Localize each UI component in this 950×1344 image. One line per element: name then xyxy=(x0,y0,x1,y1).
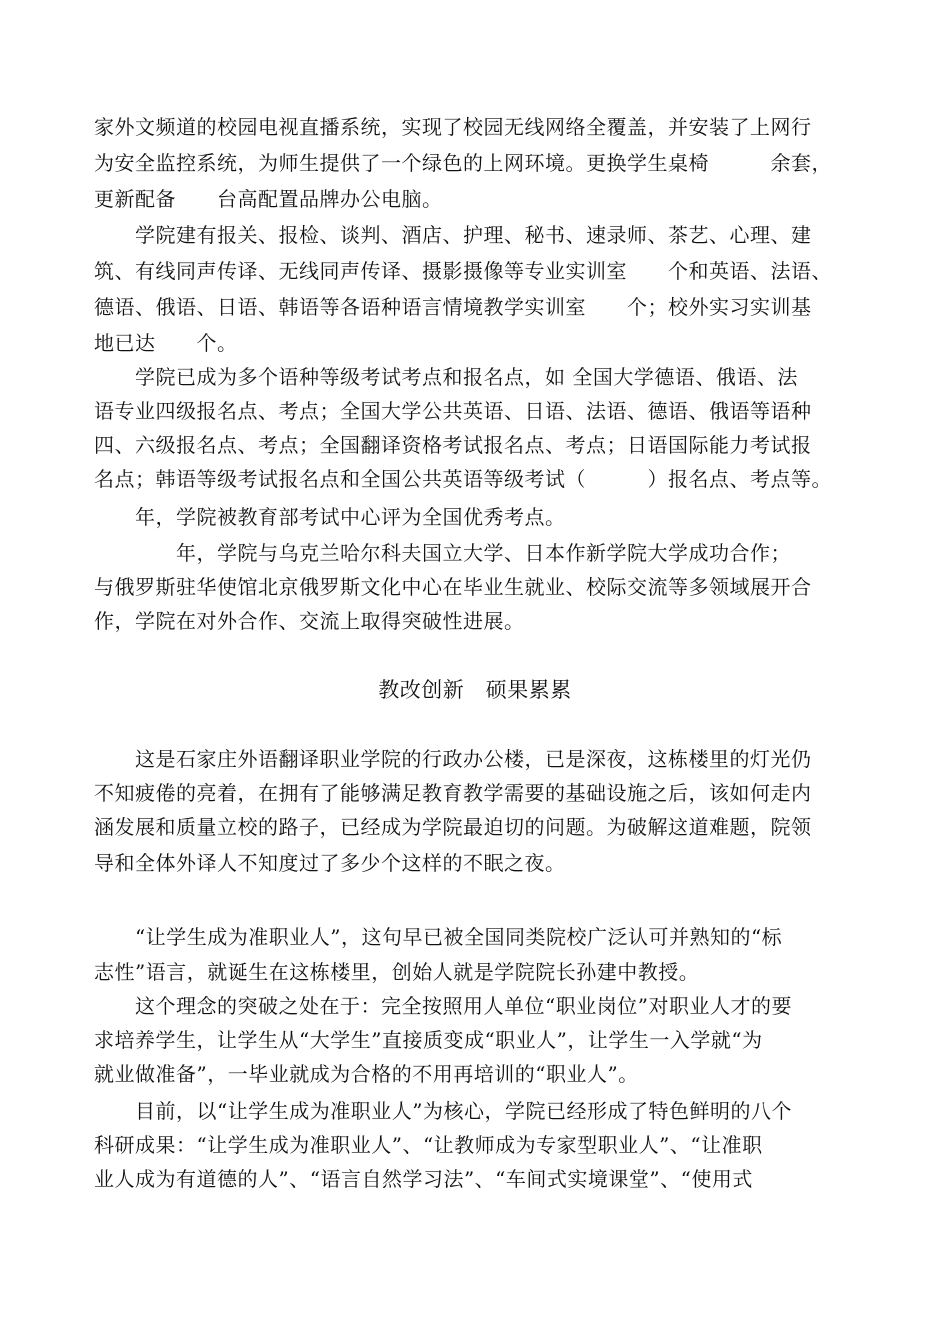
text-line: 筑、有线同声传译、无线同声传译、摄影摄像等专业实训室 个和英语、法语、 xyxy=(94,259,832,283)
section-heading: 教改创新 硕果累累 xyxy=(378,678,572,702)
text-line: 不知疲倦的亮着，在拥有了能够满足教育教学需要的基础设施之后，该如何走内 xyxy=(94,781,812,805)
text-line: 目前，以“让学生成为准职业人”为核心，学院已经形成了特色鲜明的八个 xyxy=(94,1099,792,1123)
text-line: 学院建有报关、报检、谈判、酒店、护理、秘书、速录师、茶艺、心理、建 xyxy=(94,223,812,247)
text-line: 年，学院与乌克兰哈尔科夫国立大学、日本作新学院大学成功合作； xyxy=(94,541,791,565)
text-line: “让学生成为准职业人”，这句早已被全国同类院校广泛认可并熟知的“标 xyxy=(94,925,783,949)
text-line: 四、六级报名点、考点；全国翻译资格考试报名点、考点；日语国际能力考试报 xyxy=(94,433,812,457)
text-line: 科研成果：“让学生成为准职业人”、“让教师成为专家型职业人”、“让准职 xyxy=(94,1133,763,1157)
text-line: 年，学院被教育部考试中心评为全国优秀考点。 xyxy=(94,505,566,529)
text-line: 与俄罗斯驻华使馆北京俄罗斯文化中心在毕业生就业、校际交流等多领域展开合 xyxy=(94,575,812,599)
text-line: 志性”语言，就诞生在这栋楼里，创始人就是学院院长孙建中教授。 xyxy=(94,960,700,984)
text-line: 家外文频道的校园电视直播系统，实现了校园无线网络全覆盖，并安装了上网行 xyxy=(94,115,812,139)
text-line: 求培养学生，让学生从“大学生”直接质变成“职业人”，让学生一入学就“为 xyxy=(94,1028,763,1052)
text-line: 这个理念的突破之处在于：完全按照用人单位“职业岗位”对职业人才的要 xyxy=(94,994,792,1018)
text-line: 学院已成为多个语种等级考试考点和报名点，如 全国大学德语、俄语、法 xyxy=(94,365,798,389)
text-line: 语专业四级报名点、考点；全国大学公共英语、日语、法语、德语、俄语等语种 xyxy=(94,399,812,423)
text-line: 就业做准备”，一毕业就成为合格的不用再培训的“职业人”。 xyxy=(94,1062,639,1086)
text-line: 德语、俄语、日语、韩语等各语种语言情境教学实训室 个；校外实习实训基 xyxy=(94,295,812,319)
text-line: 导和全体外译人不知度过了多少个这样的不眠之夜。 xyxy=(94,851,566,875)
text-line: 作，学院在对外合作、交流上取得突破性进展。 xyxy=(94,609,525,633)
text-line: 涵发展和质量立校的路子，已经成为学院最迫切的问题。为破解这道难题，院领 xyxy=(94,815,812,839)
text-line: 名点；韩语等级考试报名点和全国公共英语等级考试（ ）报名点、考点等。 xyxy=(94,467,832,491)
text-line: 为安全监控系统，为师生提供了一个绿色的上网环境。更换学生桌椅 余套， xyxy=(94,151,832,175)
text-line: 更新配备 台高配置品牌办公电脑。 xyxy=(94,187,443,211)
text-line: 业人成为有道德的人”、“语言自然学习法”、“车间式实境课堂”、“使用式 xyxy=(94,1167,753,1191)
text-line: 这是石家庄外语翻译职业学院的行政办公楼，已是深夜，这栋楼里的灯光仍 xyxy=(94,747,812,771)
text-line: 地已达 个。 xyxy=(94,331,238,355)
